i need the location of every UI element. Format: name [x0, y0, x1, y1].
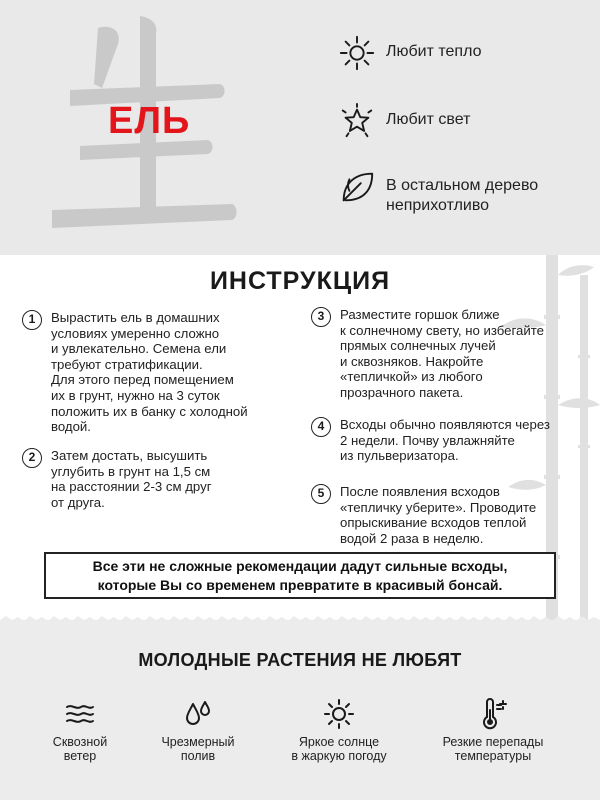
step-number: 1: [22, 310, 42, 330]
step-text: Вырастить ель в домашних условиях умеренно сложно и увлекательно. Семена ели требуют стратификации. Для этого перед помещением их в грунт, нужно на 3 суток положить их в банку с холодной водой.: [51, 310, 248, 435]
feature-unpretentious-text: В остальном дерево неприхотливо: [386, 177, 539, 214]
feature-light-text: Любит свет: [386, 111, 471, 128]
step-2: [22, 448, 212, 510]
torn-edge-divider: [0, 614, 600, 624]
dislike-text: Резкие перепады температуры: [442, 735, 544, 763]
dislike-bright-sun: [276, 698, 402, 763]
step-number: 3: [311, 307, 331, 327]
dislike-overwatering: [143, 698, 253, 763]
dislike-text: Сквозной ветер: [52, 735, 108, 763]
sun-icon: [323, 698, 355, 730]
star-light-icon: [338, 102, 376, 140]
feature-warmth: [338, 34, 482, 72]
feature-light: [338, 102, 470, 140]
step-text: Затем достать, высушить углубить в грунт на 1,5 см на расстоянии 2-3 см друг от друга.: [51, 448, 212, 510]
dislike-wind: [35, 698, 125, 763]
step-text: Всходы обычно появляются через 2 недели. Почву увлажняйте из пульверизатора.: [340, 417, 550, 464]
dislike-temperature: [428, 698, 558, 763]
wind-icon: [64, 698, 96, 730]
dislikes-heading: МОЛОДНЫЕ РАСТЕНИЯ НЕ ЛЮБЯТ: [138, 650, 462, 670]
step-4: [311, 417, 550, 464]
water-drops-icon: [182, 698, 214, 730]
dislike-text: Яркое солнце в жаркую погоду: [291, 735, 387, 763]
instruction-heading: ИНСТРУКЦИЯ: [209, 267, 391, 295]
step-3: [311, 307, 544, 401]
sun-icon: [338, 34, 376, 72]
page-title: ЕЛЬ: [108, 100, 191, 142]
feature-warmth-text: Любит тепло: [386, 43, 482, 60]
recommendation-note: Все эти не сложные рекомендации дадут сильные всходы, которые Вы со временем превратите в красивый бонсай.: [44, 552, 556, 599]
dislike-text: Чрезмерный полив: [161, 735, 235, 763]
thermometer-icon: [477, 698, 509, 730]
step-text: После появления всходов «тепличку уберите». Проводите опрыскивание всходов теплой водой 2 раза в неделю.: [340, 484, 537, 546]
step-number: 4: [311, 417, 331, 437]
step-number: 2: [22, 448, 42, 468]
step-text: Разместите горшок ближе к солнечному свету, но избегайте прямых солнечных лучей и сквозняков. Накройте «тепличкой» из любого прозрачного пакета.: [340, 307, 544, 400]
step-number: 5: [311, 484, 331, 504]
leaf-icon: [338, 168, 376, 206]
step-5: [311, 484, 536, 546]
feature-unpretentious: [338, 168, 538, 216]
step-1: [22, 310, 248, 435]
instruction-section: [0, 255, 600, 620]
header-section: [0, 0, 600, 255]
dislikes-section: [0, 620, 600, 800]
